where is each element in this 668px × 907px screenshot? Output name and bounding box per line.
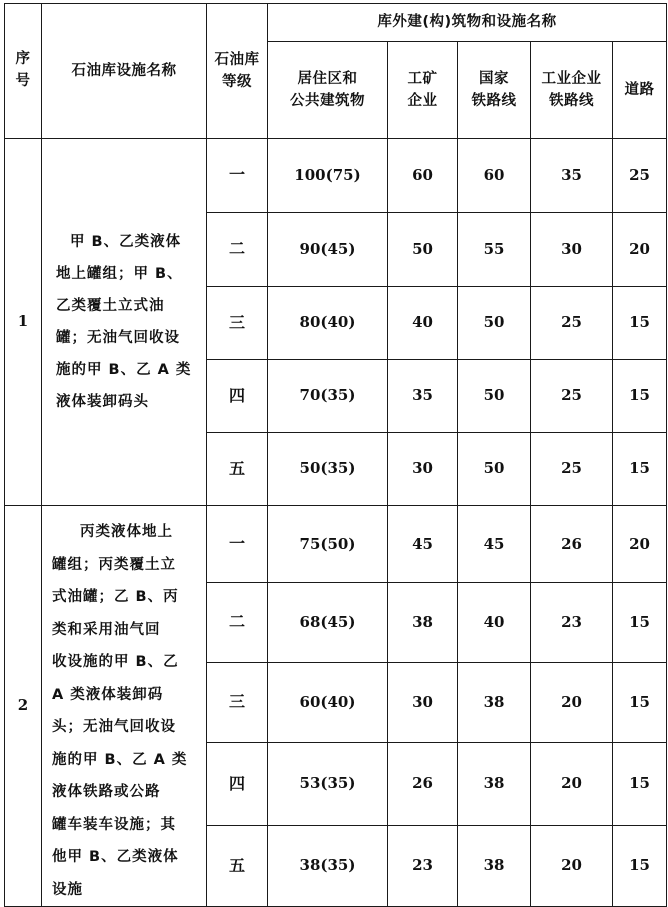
facility-name-line: A 类液体装卸码 bbox=[52, 686, 164, 703]
value-cell: 30 bbox=[388, 662, 458, 742]
grade-cell: 五 bbox=[207, 825, 268, 906]
facility-name-line: 施的甲 B、乙 A 类 bbox=[56, 362, 192, 378]
value-cell: 100(75) bbox=[268, 139, 388, 213]
grade-cell: 一 bbox=[207, 506, 268, 583]
header-grade bbox=[207, 4, 268, 139]
value-cell: 30 bbox=[531, 213, 613, 287]
table-row bbox=[5, 139, 667, 213]
value-cell: 40 bbox=[388, 287, 458, 360]
value-cell: 26 bbox=[531, 506, 613, 583]
value-cell: 20 bbox=[613, 213, 667, 287]
group-seq: 1 bbox=[5, 139, 42, 506]
header-col-national-railway-line-2: 铁路线 bbox=[471, 93, 517, 109]
value-cell: 40 bbox=[458, 583, 531, 662]
value-cell: 50 bbox=[458, 433, 531, 506]
value-cell: 20 bbox=[531, 743, 613, 825]
value-cell: 38(35) bbox=[268, 825, 388, 906]
facility-name-line: 收设施的甲 B、乙 bbox=[52, 654, 179, 670]
value-cell: 68(45) bbox=[268, 583, 388, 662]
value-cell: 38 bbox=[388, 583, 458, 662]
facility-name-line: 甲 B、乙类液体 bbox=[70, 234, 182, 250]
value-cell: 30 bbox=[388, 433, 458, 506]
header-outside: 库外建(构)筑物和设施名称 bbox=[268, 4, 667, 42]
facility-name-line: 乙类覆土立式油 bbox=[56, 298, 165, 314]
grade-cell: 二 bbox=[207, 213, 268, 287]
facility-name-line: 设施 bbox=[52, 881, 83, 898]
value-cell: 55 bbox=[458, 213, 531, 287]
header-col-residential-line-1: 居住区和 bbox=[297, 70, 358, 87]
header-name: 石油库设施名称 bbox=[42, 4, 207, 139]
header-col-road: 道路 bbox=[613, 42, 667, 139]
facility-name-line: 施的甲 B、乙 A 类 bbox=[52, 751, 188, 768]
facility-name-line: 类和采用油气回 bbox=[52, 621, 161, 638]
value-cell: 15 bbox=[613, 433, 667, 506]
group-seq: 2 bbox=[5, 506, 42, 907]
value-cell: 50 bbox=[458, 287, 531, 360]
distance-table bbox=[4, 3, 667, 907]
facility-name-line: 式油罐；乙 B、丙 bbox=[52, 589, 179, 605]
header-col-enterprise-railway-line-1: 工业企业 bbox=[541, 70, 602, 87]
facility-name-line: 罐；无油气回收设 bbox=[56, 330, 180, 346]
value-cell: 25 bbox=[531, 433, 613, 506]
header-seq bbox=[5, 4, 42, 139]
facility-name-line: 罐组；丙类覆土立 bbox=[52, 556, 176, 573]
value-cell: 50 bbox=[458, 360, 531, 433]
value-cell: 70(35) bbox=[268, 360, 388, 433]
table-row bbox=[5, 506, 667, 583]
header-col-enterprise-railway bbox=[531, 42, 613, 139]
value-cell: 45 bbox=[458, 506, 531, 583]
value-cell: 20 bbox=[613, 506, 667, 583]
header-seq-line-2: 号 bbox=[15, 73, 31, 89]
value-cell: 75(50) bbox=[268, 506, 388, 583]
value-cell: 15 bbox=[613, 360, 667, 433]
value-cell: 45 bbox=[388, 506, 458, 583]
value-cell: 60(40) bbox=[268, 662, 388, 742]
grade-cell: 一 bbox=[207, 139, 268, 213]
facility-name-line: 罐车装车设施；其 bbox=[52, 816, 176, 833]
header-seq-line-1: 序 bbox=[15, 51, 31, 68]
header-col-residential-line-2: 公共建筑物 bbox=[290, 93, 365, 109]
grade-cell: 五 bbox=[207, 433, 268, 506]
value-cell: 15 bbox=[613, 287, 667, 360]
value-cell: 35 bbox=[388, 360, 458, 433]
value-cell: 23 bbox=[388, 825, 458, 906]
value-cell: 15 bbox=[613, 583, 667, 662]
grade-cell: 三 bbox=[207, 662, 268, 742]
value-cell: 80(40) bbox=[268, 287, 388, 360]
value-cell: 50 bbox=[388, 213, 458, 287]
value-cell: 20 bbox=[531, 662, 613, 742]
header-col-industrial-line-1: 工矿 bbox=[407, 70, 438, 87]
value-cell: 15 bbox=[613, 662, 667, 742]
header-col-industrial-line-2: 企业 bbox=[407, 93, 438, 109]
header-col-national-railway-line-1: 国家 bbox=[479, 70, 509, 87]
header-grade-line-2: 等级 bbox=[222, 74, 252, 90]
value-cell: 26 bbox=[388, 743, 458, 825]
value-cell: 20 bbox=[531, 825, 613, 906]
facility-name-line: 丙类液体地上 bbox=[80, 524, 173, 540]
grade-cell: 三 bbox=[207, 287, 268, 360]
facility-name-line: 头；无油气回收设 bbox=[52, 719, 176, 735]
facility-name-line: 他甲 B、乙类液体 bbox=[52, 849, 179, 865]
group-facility-name bbox=[42, 506, 207, 907]
value-cell: 15 bbox=[613, 825, 667, 906]
facility-name-line: 液体铁路或公路 bbox=[52, 784, 161, 800]
header-col-residential bbox=[268, 42, 388, 139]
facility-name-line: 液体装卸码头 bbox=[56, 394, 149, 410]
header-col-national-railway bbox=[458, 42, 531, 139]
value-cell: 35 bbox=[531, 139, 613, 213]
value-cell: 38 bbox=[458, 743, 531, 825]
group-facility-name bbox=[42, 139, 207, 506]
grade-cell: 四 bbox=[207, 360, 268, 433]
value-cell: 25 bbox=[531, 360, 613, 433]
value-cell: 90(45) bbox=[268, 213, 388, 287]
value-cell: 23 bbox=[531, 583, 613, 662]
value-cell: 60 bbox=[458, 139, 531, 213]
grade-cell: 二 bbox=[207, 583, 268, 662]
value-cell: 38 bbox=[458, 825, 531, 906]
header-col-industrial bbox=[388, 42, 458, 139]
grade-cell: 四 bbox=[207, 743, 268, 825]
value-cell: 53(35) bbox=[268, 743, 388, 825]
value-cell: 38 bbox=[458, 662, 531, 742]
value-cell: 25 bbox=[531, 287, 613, 360]
header-row-1 bbox=[5, 4, 667, 42]
header-grade-line-1: 石油库 bbox=[214, 51, 260, 68]
facility-name-line: 地上罐组；甲 B、 bbox=[56, 266, 183, 282]
value-cell: 60 bbox=[388, 139, 458, 213]
value-cell: 50(35) bbox=[268, 433, 388, 506]
value-cell: 15 bbox=[613, 743, 667, 825]
value-cell: 25 bbox=[613, 139, 667, 213]
header-col-enterprise-railway-line-2: 铁路线 bbox=[549, 93, 594, 109]
